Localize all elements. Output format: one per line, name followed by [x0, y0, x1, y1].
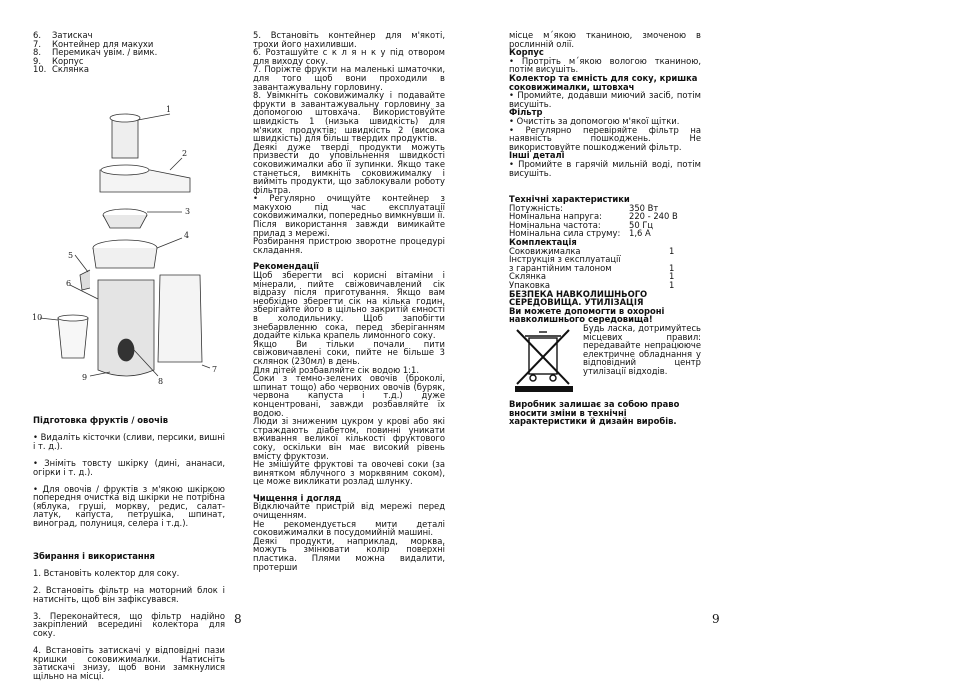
paragraph: 7. Поріжте фрукти на маленькі шматочки, для того щоб вони проходили в завантажувальну горловину. — [253, 64, 445, 92]
paragraph: Якщо Ви тільки почали пити свіжовичавлені соки, пийте не більше 3 склянок (230мл) в день. — [253, 338, 445, 366]
section-heading: Чищення і догляд — [253, 492, 342, 503]
callout-label: 3 — [185, 207, 191, 216]
column-1-text — [33, 408, 225, 689]
callout-label: 2 — [182, 149, 188, 158]
eco-lead: Ви можете допомогти в охороні навколишнього середовища! — [509, 305, 665, 325]
spec-row: Номінальна частота: 50 Гц — [509, 219, 654, 230]
eco-text: Будь ласка, дотримуйтесь місцевих правил: передавайте непрацююче електричне обладнання у відповідний центр утилізації відходів. — [583, 323, 701, 376]
section-heading: Корпус — [509, 47, 544, 58]
paragraph: Відключайте пристрій від мережі перед очищенням. — [253, 501, 445, 521]
callout-label: 4 — [184, 231, 190, 240]
list-item: 9. Корпус — [33, 55, 84, 66]
paragraph: • Зніміть товсту шкірку (дині, ананаси, огірки і т. д.). — [33, 457, 225, 477]
paragraph: Розбирання пристрою зворотне процедурі складання. — [253, 236, 445, 255]
section-heading: Колектор та ємність для соку, кришка соковижималки, штовхач — [509, 72, 698, 92]
kit-row: Інструкція з експлуатації — [509, 254, 621, 265]
paragraph: Деякі дуже тверді продукти можуть призвести до уповільнення швидкості соковижималки або її зупинки. Якщо таке станеться, вимкніть соковижималку і вийміть продукти, що заблокували роботу фільтра. — [253, 141, 445, 195]
callout-label: 5 — [68, 251, 74, 260]
crossed-bin-icon — [509, 324, 583, 394]
paragraph: 2. Встановіть фільтр на моторний блок і натисніть, щоб він зафіксувався. — [33, 585, 225, 604]
paragraph: • Протріть м´якою вологою тканиною, потім висушіть. — [509, 55, 701, 75]
callout-label: 7 — [212, 365, 218, 374]
paragraph: 5. Встановіть контейнер для м'якоті, трохи його нахиливши. — [253, 30, 445, 49]
paragraph: Для дітей розбавляйте сік водою 1:1. — [253, 364, 419, 375]
paragraph: Щоб зберегти всі корисні вітаміни і мінерали, пийте свіжовичавлений сік відразу після приготування. Якщо вам необхідно зберегти сік на кілька годин, зберігайте його в щільно закритій ємності в холодильнику. Щоб запобігти знебарвленню сока, перед зберіганням додайте кілька крапель лимонного соку. — [253, 270, 445, 341]
kit-row: Соковижималка 1 — [509, 245, 675, 256]
paragraph: • Регулярно перевіряйте фільтр на наявність пошкоджень. Не використовуйте пошкоджений фільтр. — [509, 124, 701, 152]
spec-row: Номінальна напруга: 220 - 240 В — [509, 211, 678, 222]
spec-row: Потужність: 350 Вт — [509, 202, 659, 213]
parts-list — [33, 31, 157, 74]
paragraph: • Промийте, додавши миючий засіб, потім висушіть. — [509, 90, 701, 109]
kit-row: Упаковка 1 — [509, 280, 675, 291]
list-item: 8. Перемикач увім. / вимк. — [33, 47, 158, 58]
list-item: 6. Затискач — [33, 30, 93, 40]
paragraph: Люди зі зниженим цукром у крові або які страждають діабетом, повинні уникати вживання великої кількості фруктового соку, оскільки він має високий рівень вмісту фруктози. — [253, 416, 445, 461]
section-heading: Фільтр — [509, 107, 543, 118]
paragraph: 8. Увімкніть соковижималку і подавайте фрукти в завантажувальну горловину за допомогою штовхача. Використовуйте швидкість 1 (низька швидкість) для м'яких продуктів; швидкість 2 (висока швидкість) для більш твердих продуктів. — [253, 90, 445, 144]
kit-row: Склянка 1 — [509, 271, 675, 282]
paragraph: 4. Встановіть затискачі у відповідні пази кришки соковижималки. Натисніть затискачі знизу, щоб вони замкнулися щільно на місці. — [33, 645, 225, 681]
column-3-text — [509, 31, 701, 426]
recycling-block — [509, 324, 701, 394]
paragraph: місце м´якою тканиною, змоченою в рослинній олії. — [509, 30, 701, 49]
section-heading: Комплектація — [509, 237, 577, 248]
juicer-exploded-diagram — [30, 100, 230, 390]
callout-label: 9 — [82, 373, 88, 382]
section-heading: Підготовка фруктів / овочів — [33, 415, 169, 426]
page-number-left: 8 — [234, 612, 242, 626]
paragraph: Деякі продукти, наприклад, морква, можуть змінювати колір поверхні пластика. Плями можна видалити, протерши — [253, 535, 445, 572]
section-heading: Рекомендації — [253, 261, 319, 272]
list-item: 10. Склянка — [33, 64, 89, 75]
paragraph: • Промийте в гарячій мильній воді, потім висушіть. — [509, 158, 701, 178]
spec-row: Номінальна сила струму: 1,6 А — [509, 228, 651, 239]
paragraph: • Для овочів / фруктів з м'якою шкіркою попередня очистка від шкірки не потрібна (яблука, груші, моркву, редис, салат-латук, капуста, петрушка, шпинат, виноград, полуниця, селера і т.д.). — [33, 483, 225, 528]
column-2-text — [253, 31, 445, 571]
section-heading: Технічні характеристики — [509, 194, 630, 205]
paragraph: 6. Розташуйте с к л я н к у під отвором для виходу соку. — [253, 47, 445, 66]
callout-label: 1 — [166, 105, 172, 114]
kit-row: з гарантійним талоном 1 — [509, 262, 675, 273]
paragraph: Не змішуйте фруктові та овочеві соки (за винятком яблучного з морквяним соком), це може викликати розлад шлунку. — [253, 459, 445, 487]
paragraph: 3. Переконайтеся, що фільтр надійно закріплений всередині колектора для соку. — [33, 610, 225, 639]
paragraph: • Регулярно очищуйте контейнер з макухою під час експлуатації соковижималки, попередньо вимкнувши її. Після використання завжди вимикайте прилад з мережі. — [253, 193, 445, 238]
paragraph: • Очистіть за допомогою м'якої щітки. — [509, 115, 680, 126]
section-heading: Інші деталі — [509, 150, 565, 161]
paragraph: Не рекомендується мити деталі соковижималки в посудомийній машині. — [253, 518, 445, 538]
page-number-right: 9 — [712, 612, 720, 626]
paragraph: 1. Встановіть колектор для соку. — [33, 568, 180, 579]
callout-label: 8 — [158, 377, 164, 386]
paragraph: Соки з темно-зелених овочів (броколі, шпинат тощо) або червоних овочів (буряк, червона капуста і т.д.) дуже концентровані, завжди розбавляйте їх водою. — [253, 373, 445, 418]
section-heading: БЕЗПЕКА НАВКОЛИШНЬОГО СЕРЕДОВИЩА. УТИЛІЗАЦІЯ — [509, 288, 648, 308]
section-heading: Збирання і використання — [33, 551, 155, 562]
paragraph: • Видаліть кісточки (сливи, персики, вишні і т. д.). — [33, 432, 226, 451]
manufacturer-note: Виробник залишає за собою право вносити зміни в технічні характеристики й дизайн виробів. — [509, 399, 680, 427]
callout-label: 6 — [66, 279, 72, 288]
callout-label: 10 — [32, 313, 43, 322]
list-item: 7. Контейнер для макухи — [33, 38, 154, 49]
